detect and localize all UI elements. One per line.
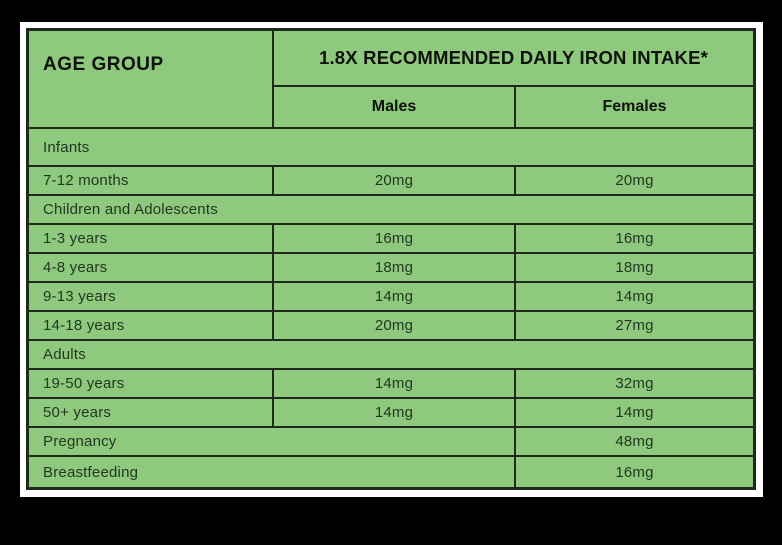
table-header (29, 31, 753, 127)
table-title-cell (274, 31, 753, 85)
row-label: Adults (43, 346, 86, 363)
iron-intake-table (26, 28, 756, 490)
table-row (29, 165, 753, 194)
row-label: 50+ years (43, 404, 112, 421)
males-value: 20mg (272, 312, 514, 339)
females-value: 18mg (514, 254, 753, 281)
males-value: 16mg (272, 225, 514, 252)
row-label: Pregnancy (43, 433, 117, 450)
females-column-header: Females (514, 87, 753, 127)
females-value: 16mg (514, 457, 753, 487)
row-label: 9-13 years (43, 288, 116, 305)
table-rows (29, 127, 753, 487)
row-label: Children and Adolescents (43, 201, 218, 218)
table-row (29, 252, 753, 281)
table-row (29, 368, 753, 397)
males-value: 14mg (272, 370, 514, 397)
females-value: 48mg (514, 428, 753, 455)
table-row (29, 455, 753, 487)
page-background (20, 22, 763, 497)
table-row (29, 281, 753, 310)
females-value: 14mg (514, 399, 753, 426)
table-row (29, 310, 753, 339)
males-value: 20mg (272, 167, 514, 194)
row-label: 4-8 years (43, 259, 108, 276)
age-group-header-cell (29, 31, 272, 127)
section-row (29, 339, 753, 368)
females-value: 20mg (514, 167, 753, 194)
row-label: 7-12 months (43, 172, 129, 189)
section-row (29, 127, 753, 165)
males-column-header: Males (371, 98, 417, 115)
age-group-header-label: AGE GROUP (43, 54, 164, 75)
row-label: Infants (43, 138, 90, 156)
females-value: 27mg (514, 312, 753, 339)
males-value: 14mg (272, 399, 514, 426)
row-label: 14-18 years (43, 317, 125, 334)
males-value: 18mg (272, 254, 514, 281)
table-row (29, 397, 753, 426)
females-value: 14mg (514, 283, 753, 310)
sex-header-row (274, 85, 753, 127)
row-label: 1-3 years (43, 230, 108, 247)
table-row (29, 223, 753, 252)
intake-header-group (272, 31, 753, 127)
females-value: 32mg (514, 370, 753, 397)
row-label: 19-50 years (43, 375, 125, 392)
table-row (29, 426, 753, 455)
males-value: 14mg (272, 283, 514, 310)
row-label: Breastfeeding (43, 463, 139, 481)
females-value: 16mg (514, 225, 753, 252)
table-title: 1.8X RECOMMENDED DAILY IRON INTAKE* (318, 47, 709, 68)
section-row (29, 194, 753, 223)
